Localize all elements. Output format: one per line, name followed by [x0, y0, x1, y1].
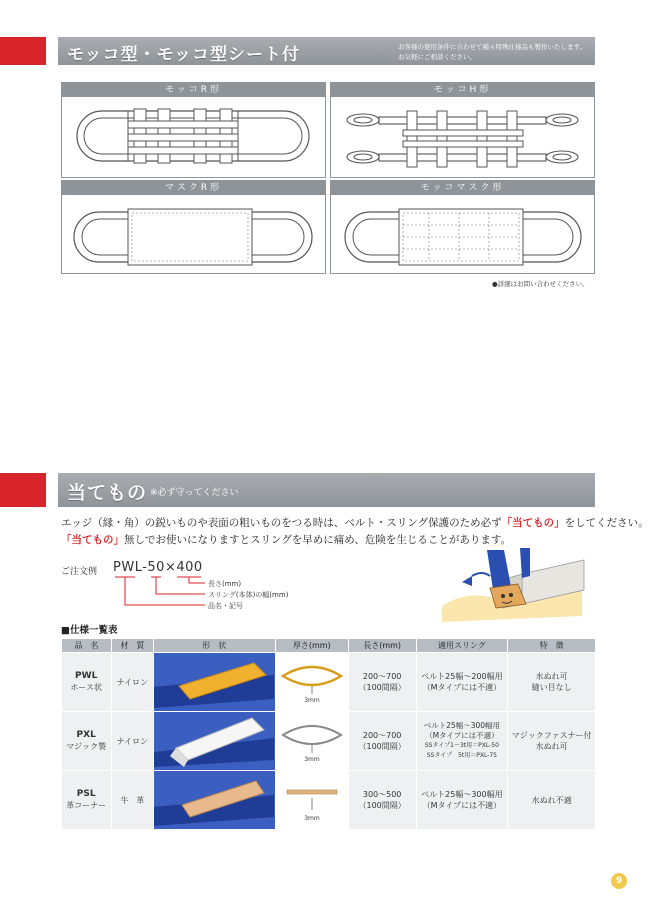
thickness-cell — [275, 771, 348, 830]
section1-note: お客様の使用条件に合わせて種々特殊仕様品も製作いたします。 お気軽にご相談ください。 — [398, 43, 586, 61]
header-shape: 形 状 — [153, 639, 275, 653]
sling-cell: ベルト25幅〜300幅用 （Mタイプには不適） — [416, 771, 508, 830]
feature-cell: 水ぬれ可 縫い目なし — [508, 653, 596, 712]
mask-r-diagram — [62, 195, 325, 273]
thickness-cell — [275, 712, 348, 771]
psl-section-diagram — [277, 776, 347, 822]
section2-red-tab — [0, 473, 46, 507]
order-code: PWL-50×400 — [113, 560, 203, 575]
header-name: 品 名 — [62, 639, 112, 653]
section2-header-bar — [58, 473, 595, 507]
panel-label: モッコH形 — [331, 83, 594, 97]
panel-mask-r — [61, 180, 326, 274]
panel-mokko-h — [330, 82, 595, 178]
length-cell: 300〜500 （100間隔） — [348, 771, 416, 830]
spec-title: ■仕様一覧表 — [61, 625, 118, 636]
section1-header-bar — [58, 37, 595, 65]
header-sling: 適用スリング — [416, 639, 508, 653]
table-row — [62, 771, 596, 830]
thickness-label: 3mm — [303, 755, 320, 763]
header-feature: 特 徴 — [508, 639, 596, 653]
table-row — [62, 653, 596, 712]
material-cell: ナイロン — [111, 653, 153, 712]
length-cell: 200〜700 （100間隔） — [348, 712, 416, 771]
shape-cell — [153, 653, 275, 712]
psl-photo — [154, 771, 274, 826]
section2-title: 当てもの — [67, 482, 148, 504]
material-cell: 牛 革 — [111, 771, 153, 830]
section1-footnote: ●詳細はお問い合わせください。 — [492, 280, 589, 288]
order-label: ご注文例 — [61, 567, 98, 577]
page-number: 9 — [611, 873, 627, 889]
header-thickness: 厚さ(mm) — [275, 639, 348, 653]
header-material: 材 質 — [111, 639, 153, 653]
feature-cell: マジックファスナー付 水ぬれ可 — [508, 712, 596, 771]
material-cell: ナイロン — [111, 712, 153, 771]
mokko-r-diagram — [62, 97, 325, 177]
thickness-label: 3mm — [303, 696, 320, 704]
sling-cell: ベルト25幅〜200幅用 （Mタイプには不適） — [416, 653, 508, 712]
section2-subtitle: ※必ず守ってください — [150, 488, 239, 498]
pwl-section-diagram — [277, 658, 347, 704]
thickness-cell — [275, 653, 348, 712]
section1-title: モッコ型・モッコ型シート付 — [67, 45, 300, 65]
section2-body-line2: 「当てもの」無しでお使いになりますとスリングを早めに痛め、危険を生じることがあります。 — [61, 534, 512, 546]
sling-cell: ベルト25幅〜300幅用 （Mタイプには不適） SSタイプ1〜3t用＝PXL-50 SSタイプ 5t用＝PXL-75 — [416, 712, 508, 771]
order-name-label: 品名・記号 — [208, 602, 243, 610]
order-length-label: 長さ(mm) — [208, 580, 242, 588]
product-cell: PWL ホース状 — [62, 653, 112, 712]
order-width-label: スリング(本体)の幅(mm) — [208, 591, 289, 599]
length-cell: 200〜700 （100間隔） — [348, 653, 416, 712]
product-cell: PXL マジック製 — [62, 712, 112, 771]
thickness-label: 3mm — [303, 814, 320, 822]
pxl-section-diagram — [277, 717, 347, 763]
panel-label: マスクR形 — [62, 181, 325, 195]
mokko-h-diagram — [331, 97, 594, 177]
pwl-photo — [154, 653, 274, 708]
protector-illustration — [432, 546, 592, 624]
spec-table — [61, 638, 596, 830]
table-row — [62, 712, 596, 771]
feature-cell: 水ぬれ不適 — [508, 771, 596, 830]
mokko-mask-diagram — [331, 195, 594, 273]
header-length: 長さ(mm) — [348, 639, 416, 653]
order-example — [61, 560, 391, 620]
panel-label: モッコR形 — [62, 83, 325, 97]
panel-mokko-mask — [330, 180, 595, 274]
shape-cell — [153, 771, 275, 830]
section1-red-tab — [0, 37, 46, 65]
pxl-photo — [154, 712, 274, 767]
product-cell: PSL 革コーナー — [62, 771, 112, 830]
spec-header-row — [62, 639, 596, 653]
section2-body-line1: エッジ（縁・角）の鋭いものや表面の粗いものをつる時は、ベルト・スリング保護のため必ず「当てもの」をしてください。 — [61, 517, 649, 529]
shape-cell — [153, 712, 275, 771]
panel-mokko-r — [61, 82, 326, 178]
panel-label: モッコマスク形 — [331, 181, 594, 195]
